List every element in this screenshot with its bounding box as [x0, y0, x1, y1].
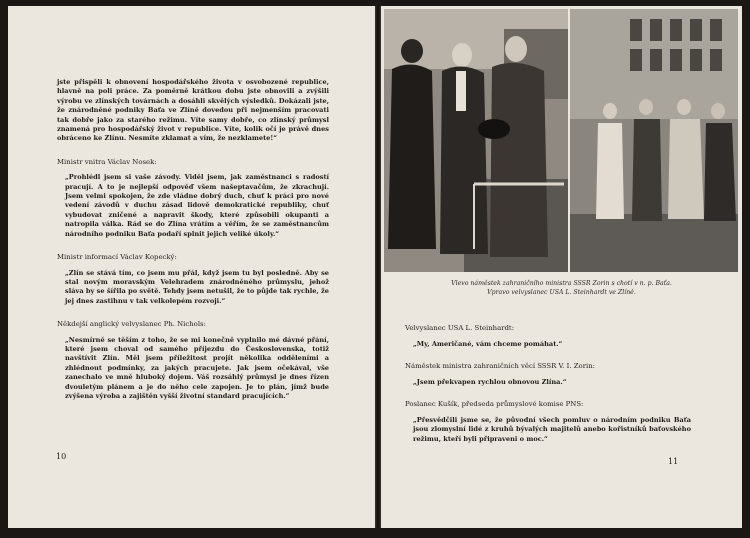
- speaker-kusik: Poslanec Kušík, předseda průmyslové komise PNS:: [405, 399, 584, 408]
- left-page: [8, 6, 375, 528]
- quote-zorin: „Jsem překvapen rychlou obnovou Zlína.“: [413, 378, 567, 387]
- speaker-kopecky: Ministr informací Václav Kopecký:: [57, 253, 177, 262]
- photo-panel: [384, 9, 738, 272]
- speaker-nosek: Ministr vnitra Václav Nosek:: [57, 157, 157, 166]
- right-text-column: [405, 324, 691, 456]
- quote-kusik: „Přesvědčili jsme se, že původní všech pomluv o národním podniku Baťa jsou zlomyslní lidé z kruhů bývalých majitelů anebo kořistníků baťovského režimu, kteří byli připraveni o moc.“: [413, 416, 691, 443]
- intro-paragraph: jste přispěli k obnovení hospodářského života v osvobozené republice, hlavně na poli práce. Za poměrně krátkou dobu jste obnovili a zvýšili výrobu ve zlínských továrnách a dosáhli skvělých výsledků. Dokázali jste, že znárodněné podniky Baťa ve Zlíně dovedou při nejmenším pracovati tak dobře jako za starého režimu. Víte samy dobře, co zlínský průmysl znamená pro hospodářský život v republice. Víte, kolik očí je právě dnes obráceno ke Zlínu. Nesmíte zklamat a vím, že nezklamete!“: [57, 78, 329, 143]
- speaker-zorin: Náměstek ministra zahraničních věcí SSSR V. I. Zorin:: [405, 361, 595, 370]
- page-number-left: 10: [56, 452, 67, 461]
- left-text-column: [57, 78, 329, 401]
- photo-steinhardt: [570, 9, 738, 272]
- photo-caption: [381, 280, 742, 297]
- quote-kopecky: „Zlín se stává tím, co jsem mu přál, když jsem tu byl posledně. Aby se stal novým moravským Velehradem znárodněného průmyslu, jehož sláva by se šířila po světě. Tehdy jsem netušil, že to půjde tak rychle, že jej dnes zastihnu v tak velkolepém rozvoji.“: [65, 268, 329, 305]
- quote-nichols: „Nesmírně se těším z toho, že se mi konečně vyplnilo mé dávné přání, které jsem choval od samého příjezdu do Československa, totiž navštívit Zlín. Měl jsem příležitost projít několika odděleními a zhlédnout podmínky, za jakých pracujete. Jak jsem očekával, vše zanechalo ve mně hluboký dojem. Váš rozsáhlý průmysl je dnes řízen dvouletým plánem a je do něho cele zapojen. Je to plán, jímž bude zvýšena výroba a zajištěn vyšší životní standard pracujících.“: [65, 335, 329, 400]
- quote-steinhardt: „My, Američané, vám chceme pomáhat.“: [413, 340, 563, 349]
- caption-line-2: Vpravo velvyslanec USA L. Steinhardt ve Zlíně.: [487, 288, 636, 296]
- right-page: [381, 6, 742, 528]
- page-number-right: 11: [668, 457, 679, 466]
- speaker-nichols: Někdejší anglický velvyslanec Ph. Nichols:: [57, 320, 206, 329]
- speaker-steinhardt: Velvyslanec USA L. Steinhardt:: [405, 324, 515, 332]
- quote-nosek: „Prohlédl jsem si vaše závody. Viděl jsem, jak zaměstnanci s radostí pracují. A to je nejlepší odpověď všem našeptavačům, že zkrachují. Jsem velmi spokojen, že zde vládne dobrý duch, chuť k práci pro nové vedení závodů v duchu zásad lidově demokratické republiky, chuť vybudovat zničené a napravit škody, které způsobili okupanti a natropila válka. Rád se do Zlína vrátím a věřím, že se zaměstnancům národního podniku Baťa podaří splnit jejich veliké úkoly.“: [65, 173, 329, 238]
- caption-line-1: Vlevo náměstek zahraničního ministra SSSR Zorin s chotí v n. p. Baťa.: [451, 280, 672, 287]
- photo-zorin: [384, 9, 568, 272]
